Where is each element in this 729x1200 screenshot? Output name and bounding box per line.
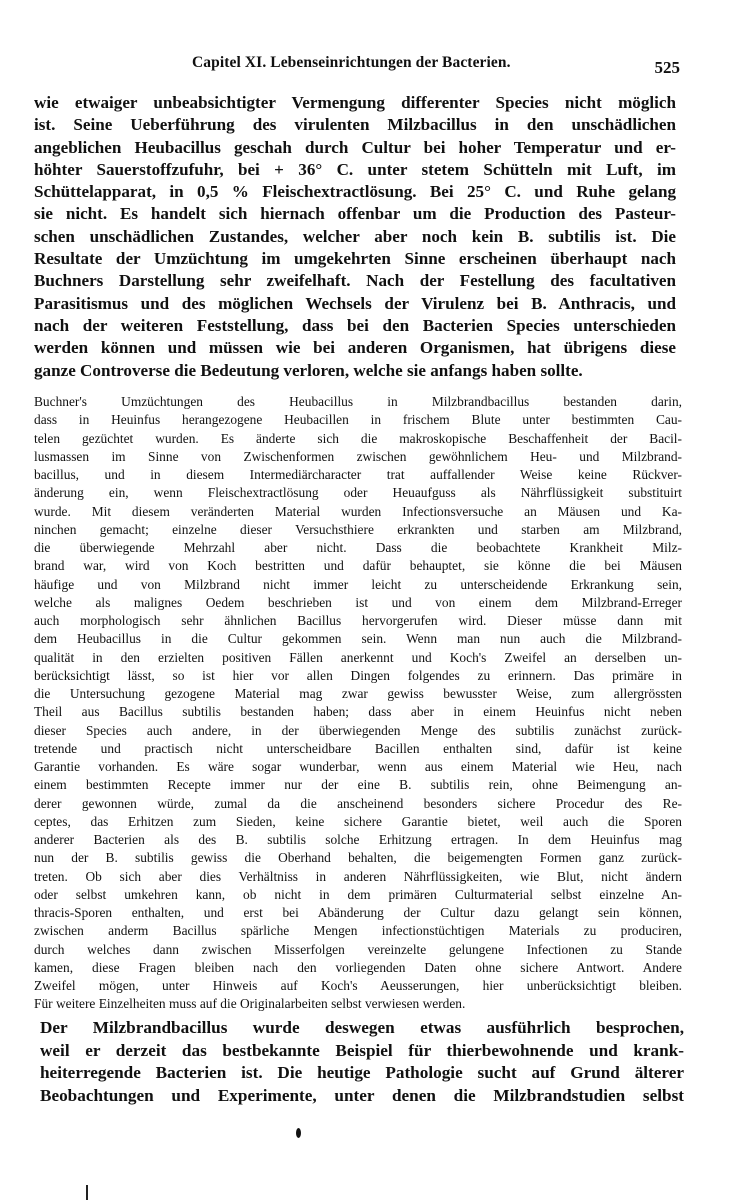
small-print-line: wurde. Mit diesem veränderten Material wurden Infectionsversuche an Mäusen und Ka-	[34, 503, 682, 519]
small-print-line: Buchner's Umzüchtungen des Heubacillus in Milzbrandbacillus bestanden darin,	[34, 394, 682, 409]
ink-dot	[296, 1128, 301, 1138]
small-print-line: Zweifel mögen, unter Hinweis auf Koch's Aeusserungen, hier unberücksichtigt bleiben.	[34, 978, 682, 993]
small-print-line: berücksichtigt lässt, so ist hier vor allen Dingen folgendes zu erinnern. Das primäre in	[34, 667, 682, 683]
small-print-line: die überwiegende Mehrzahl aber nicht. Dass die beobachtete Krankheit Milz-	[34, 540, 682, 555]
small-print-line: nun der B. subtilis gewiss die Oberhand behalten, die beigemengten Formen ganz zurück-	[34, 850, 682, 866]
small-print-line: derer gewonnen würde, zumal da die anscheinend besonders sichere Procedur des Re-	[34, 795, 682, 811]
small-print-line: durch welches dann zwischen Misserfolgen vereinzelte gelungene Infectionen zu Stande	[34, 941, 682, 957]
main-paragraph	[34, 92, 676, 382]
main-paragraph-line: Buchners Darstellung sehr zweifelhaft. Nach der Festellung des facultativen	[34, 271, 676, 291]
small-print-line: oder selbst umkehren kann, ob nicht in dem primären Culturmaterial selbst einzelne An-	[34, 886, 682, 902]
small-print-line: ceptes, das Erhitzen zum Sieden, keine sichere Garantie bietet, weil auch die Sporen	[34, 813, 682, 829]
main-paragraph-line: Resultate der Umzüchtung im umgekehrten Sinne erscheinen überhaupt nach	[34, 249, 676, 269]
main-paragraph-line: ganze Controverse die Bedeutung verloren, welche sie anfangs haben sollte.	[34, 360, 583, 380]
main-paragraph-line: nach der weiteren Feststellung, dass bei den Bacterien Species unterschieden	[34, 315, 676, 335]
small-print-line: qualität in den erzielten positiven Fällen anerkennt und Koch's Zweifel an derselben un-	[34, 649, 682, 665]
small-print-line: änderung ein, wenn Fleischextractlösung oder Heuaufguss als Nährflüssigkeit substituirt	[34, 485, 682, 501]
small-print-paragraph	[34, 393, 682, 1014]
small-print-line: brand war, wird von Koch bestritten und dafür behauptet, sie könne die bei Mäusen	[34, 558, 682, 574]
small-print-line: dieser Species auch andere, in der überwiegenden Menge des subtilis zunächst zurück-	[34, 722, 682, 738]
closing-paragraph-line: Der Milzbrandbacillus wurde deswegen etwas ausführlich besprochen,	[40, 1018, 684, 1037]
small-print-line: tretende und practisch nicht unterscheidbare Bacillen enthalten sind, dafür ist keine	[34, 740, 682, 756]
main-paragraph-line: schen unschädlichen Zustandes, welcher aber noch kein B. subtilis ist. Die	[34, 226, 676, 246]
small-print-line: treten. Ob sich aber dies Verhältniss in anderen Nährflüssigkeiten, wie Blut, nicht ändern	[34, 868, 682, 884]
main-paragraph-line: ist. Seine Ueberführung des virulenten Milzbacillus in den unschädlichen	[34, 115, 676, 135]
small-print-line: häufige und von Milzbrand nicht immer leicht zu unterscheidende Erkrankung sein,	[34, 576, 682, 592]
small-print-line: Theil aus Bacillus subtilis bestanden haben; dass aber in einem Heuinfus nicht neben	[34, 704, 682, 720]
main-paragraph-line: sie nicht. Es handelt sich hiernach offenbar um die Production des Pasteur-	[34, 204, 676, 224]
main-paragraph-line: angeblichen Heubacillus geschah durch Cultur bei hoher Temperatur und er-	[34, 137, 676, 157]
small-print-line: dem Heubacillus in die Cultur gekommen sein. Wenn man nun auch die Milzbrand-	[34, 631, 682, 647]
small-print-line: auch morphologisch sehr ähnlichen Bacillus hervorgerufen wird. Dieser müsse dann mit	[34, 613, 682, 628]
small-print-line: lusmassen im Sinne von Zwischenformen zwischen gewöhnlichem Heu- und Milzbrand-	[34, 448, 682, 464]
small-print-line: ninchen gemacht; einzelne dieser Versuchsthiere erkrankten und starben am Milzbrand,	[34, 521, 682, 537]
small-print-line: einem bestimmten Recepte immer nur der eine B. subtilis rein, ohne Beimengung an-	[34, 777, 682, 793]
main-paragraph-line: höhter Sauerstoffzufuhr, bei + 36° C. unter stetem Schütteln mit Luft, im	[34, 159, 676, 179]
main-paragraph-line: Schüttelapparat, in 0,5 % Fleischextractlösung. Bei 25° C. und Ruhe gelang	[34, 182, 676, 202]
margin-tick-mark	[86, 1185, 88, 1200]
small-print-line: telen gezüchtet wurden. Es änderte sich die makroskopische Beschaffenheit der Bacil-	[34, 430, 682, 446]
main-paragraph-line: Parasitismus und des möglichen Wechsels der Virulenz bei B. Anthracis, und	[34, 293, 676, 313]
small-print-line: zwischen anderm Bacillus spärliche Mengen infectionstüchtigen Materials zu produciren,	[34, 923, 682, 939]
small-print-line: kamen, diese Fragen bleiben nach den vorliegenden Daten ohne sichere Antwort. Andere	[34, 959, 682, 975]
running-head	[30, 54, 680, 80]
chapter-running-title: Capitel XI. Lebenseinrichtungen der Bacterien.	[192, 54, 511, 71]
closing-paragraph-line: weil er derzeit das bestbekannte Beispiel für thierbewohnende und krank-	[40, 1040, 684, 1060]
small-print-line: bacillus, und in diesem Intermediärcharacter trat auffallender Weise keine Rückver-	[34, 467, 682, 482]
small-print-line: Für weitere Einzelheiten muss auf die Originalarbeiten selbst verwiesen werden.	[34, 996, 466, 1012]
small-print-line: Garantie vorhanden. Es wäre sogar wunderbar, wenn aus einem Material wie Heu, nach	[34, 759, 682, 774]
small-print-line: thracis-Sporen enthalten, und erst bei Abänderung der Cultur dazu gelangt sein können,	[34, 905, 682, 920]
small-print-line: welche als malignes Oedem beschrieben ist und von einem dem Milzbrand-Erreger	[34, 594, 682, 610]
closing-paragraph	[40, 1017, 684, 1107]
small-print-line: dass in Heuinfus herangezogene Heubacillen in frischem Blute unter bestimmten Cau-	[34, 412, 682, 428]
small-print-line: anderer Bacterien als des B. subtilis solche Erhitzung ertragen. In dem Heuinfus mag	[34, 832, 682, 847]
page-number: 525	[654, 58, 680, 77]
closing-paragraph-line: heiterregende Bacterien ist. Die heutige Pathologie sucht auf Grund älterer	[40, 1063, 684, 1083]
main-paragraph-line: wie etwaiger unbeabsichtigter Vermengung differenter Species nicht möglich	[34, 93, 676, 112]
closing-paragraph-line: Beobachtungen und Experimente, unter denen die Milzbrandstudien selbst	[40, 1085, 684, 1105]
main-paragraph-line: werden können und müssen wie bei anderen Organismen, hat übrigens diese	[34, 338, 676, 358]
small-print-line: die Untersuchung gezogene Material mag zwar gewiss bewusster Weise, zum allergrössten	[34, 686, 682, 701]
